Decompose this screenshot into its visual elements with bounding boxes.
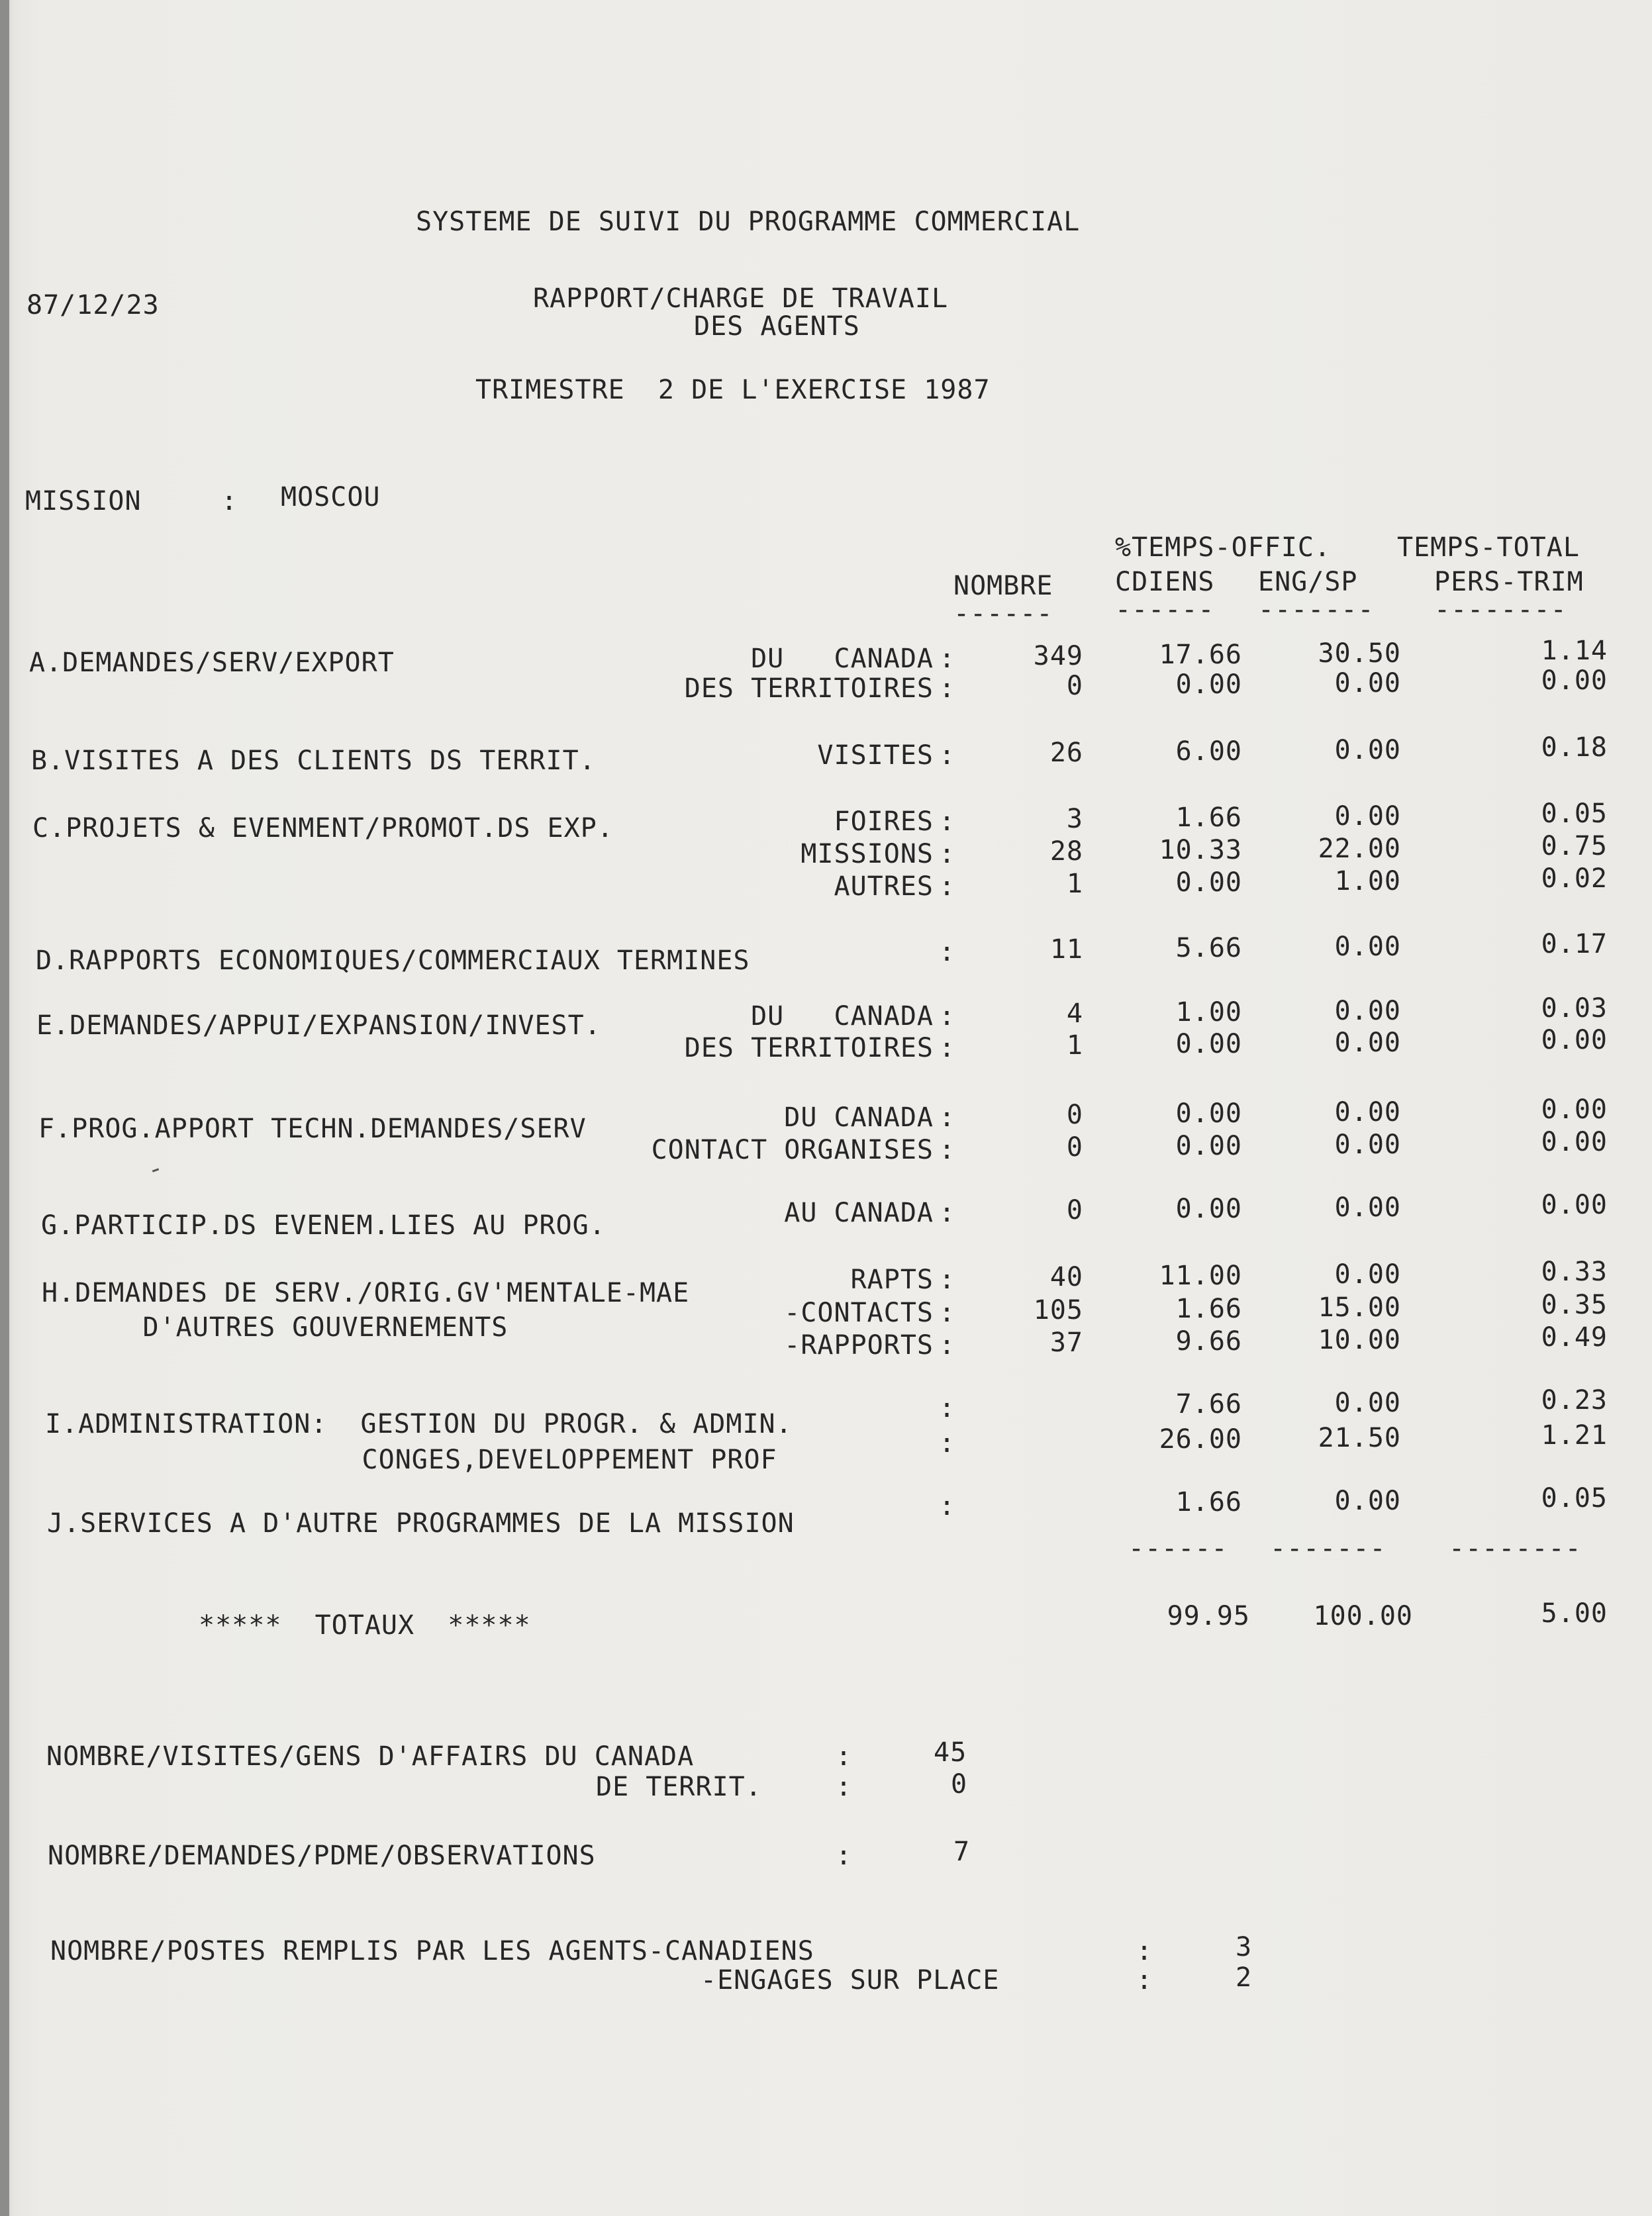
row-sub-label: CONTACT ORGANISES <box>651 1135 934 1165</box>
row-sub-label: FOIRES <box>834 806 934 837</box>
row-colon: : <box>939 740 956 771</box>
mission-label: MISSION <box>25 486 142 516</box>
row-pers-trim: 0.18 <box>1541 732 1608 763</box>
totals-rule-engsp: ------- <box>1270 1533 1386 1564</box>
row-pers-trim: 0.17 <box>1541 929 1608 959</box>
visites-canada-value: 45 <box>934 1737 967 1768</box>
totals-rule-pers-trim: -------- <box>1449 1533 1582 1564</box>
row-cdiens: 11.00 <box>1159 1261 1242 1291</box>
demandes-pdme-label: NOMBRE/DEMANDES/PDME/OBSERVATIONS <box>48 1841 596 1871</box>
row-cdiens: 0.00 <box>1175 669 1242 700</box>
row-cdiens: 5.66 <box>1175 933 1242 963</box>
row-sub-label: -CONTACTS <box>784 1298 934 1328</box>
visites-territ-value: 0 <box>951 1769 968 1800</box>
column-header-pers-trim: PERS-TRIM <box>1434 567 1584 597</box>
row-colon: : <box>939 1135 956 1165</box>
row-pers-trim: 0.23 <box>1541 1385 1608 1416</box>
demandes-pdme-colon: : <box>836 1841 853 1871</box>
row-nombre: 105 <box>1033 1295 1083 1325</box>
row-nombre: 1 <box>1066 1030 1083 1061</box>
row-colon: : <box>939 1330 956 1361</box>
row-section-label: E.DEMANDES/APPUI/EXPANSION/INVEST. <box>36 1010 601 1041</box>
row-pers-trim: 0.05 <box>1541 1483 1608 1514</box>
row-nombre: 28 <box>1049 836 1083 867</box>
postes-place-value: 2 <box>1236 1962 1253 1993</box>
row-engsp: 0.00 <box>1334 1486 1401 1516</box>
row-engsp: 22.00 <box>1318 834 1401 864</box>
row-nombre: 0 <box>1066 1132 1083 1163</box>
report-title: RAPPORT/CHARGE DE TRAVAIL <box>533 283 949 314</box>
row-engsp: 1.00 <box>1334 866 1401 896</box>
row-engsp: 0.00 <box>1334 1388 1401 1418</box>
row-sub-label: MISSIONS <box>801 839 934 869</box>
row-cdiens: 17.66 <box>1159 640 1242 670</box>
row-colon: : <box>939 1428 956 1459</box>
row-nombre: 349 <box>1033 641 1083 671</box>
postes-place-label: -ENGAGES SUR PLACE <box>701 1965 1000 1996</box>
row-nombre: 26 <box>1049 738 1083 768</box>
row-cdiens: 1.66 <box>1175 1487 1242 1517</box>
row-pers-trim: 0.75 <box>1541 831 1608 861</box>
row-pers-trim: 0.35 <box>1541 1290 1608 1320</box>
row-pers-trim: 0.49 <box>1541 1322 1608 1353</box>
row-section-label: A.DEMANDES/SERV/EXPORT <box>29 648 395 678</box>
row-engsp: 21.50 <box>1318 1423 1401 1453</box>
report-subtitle: DES AGENTS <box>694 311 860 342</box>
visites-label: NOMBRE/VISITES/GENS D'AFFAIRS DU CANADA <box>46 1741 695 1772</box>
row-nombre: 4 <box>1066 998 1083 1029</box>
system-title: SYSTEME DE SUIVI DU PROGRAMME COMMERCIAL <box>416 207 1081 237</box>
row-pers-trim: 0.00 <box>1541 1094 1608 1125</box>
row-pers-trim: 0.00 <box>1541 1025 1608 1055</box>
visites-territ-label: DE TERRIT. <box>596 1772 762 1802</box>
row-pers-trim: 0.00 <box>1541 1127 1608 1157</box>
row-cdiens: 9.66 <box>1175 1326 1242 1357</box>
row-pers-trim: 0.00 <box>1541 1190 1608 1220</box>
column-group-pct-temps: %TEMPS-OFFIC. <box>1115 532 1332 563</box>
row-nombre: 0 <box>1066 1100 1083 1130</box>
row-engsp: 0.00 <box>1334 996 1401 1026</box>
row-nombre: 37 <box>1049 1327 1083 1358</box>
row-section-label: D.RAPPORTS ECONOMIQUES/COMMERCIAUX TERMINES <box>36 945 750 976</box>
row-section-label: D'AUTRES GOUVERNEMENTS <box>43 1312 509 1343</box>
row-cdiens: 0.00 <box>1175 1029 1242 1059</box>
row-cdiens: 0.00 <box>1175 867 1242 898</box>
row-sub-label: DES TERRITOIRES <box>684 673 934 704</box>
row-sub-label: DES TERRITOIRES <box>684 1033 934 1063</box>
row-engsp: 0.00 <box>1334 932 1401 962</box>
row-cdiens: 7.66 <box>1175 1389 1242 1420</box>
row-section-label: F.PROG.APPORT TECHN.DEMANDES/SERV <box>38 1114 587 1144</box>
totals-rule-cdiens: ------ <box>1128 1533 1228 1564</box>
row-engsp: 0.00 <box>1334 735 1401 765</box>
totals-label: ***** TOTAUX ***** <box>199 1610 531 1641</box>
row-pers-trim: 0.02 <box>1541 863 1608 894</box>
row-cdiens: 0.00 <box>1175 1098 1242 1129</box>
column-rule-nombre: ------ <box>953 599 1053 629</box>
row-section-label: CONGES,DEVELOPPEMENT PROF <box>46 1445 777 1475</box>
row-engsp: 0.00 <box>1334 1130 1401 1160</box>
row-colon: : <box>939 1491 956 1521</box>
visites-colon: : <box>836 1741 853 1772</box>
row-sub-label: DU CANADA <box>751 644 934 674</box>
row-section-label: G.PARTICIP.DS EVENEM.LIES AU PROG. <box>41 1210 606 1241</box>
row-sub-label: DU CANADA <box>751 1001 934 1032</box>
row-engsp: 15.00 <box>1318 1292 1401 1323</box>
totals-pers-trim: 5.00 <box>1541 1598 1608 1629</box>
row-colon: : <box>939 1298 956 1328</box>
row-colon: : <box>939 1198 956 1228</box>
column-rule-cdiens: ------ <box>1115 595 1215 625</box>
row-colon: : <box>939 644 956 674</box>
row-nombre: 11 <box>1049 934 1083 965</box>
row-sub-label: -RAPPORTS <box>784 1330 934 1361</box>
row-pers-trim: 0.00 <box>1541 665 1608 696</box>
row-pers-trim: 0.33 <box>1541 1257 1608 1287</box>
totals-engsp: 100.00 <box>1313 1601 1413 1631</box>
row-nombre: 40 <box>1049 1262 1083 1292</box>
column-header-engsp: ENG/SP <box>1258 567 1358 597</box>
postes-place-colon: : <box>1136 1965 1153 1996</box>
row-colon: : <box>939 1001 956 1032</box>
row-sub-label: VISITES <box>817 740 934 771</box>
row-cdiens: 0.00 <box>1175 1194 1242 1224</box>
row-cdiens: 6.00 <box>1175 736 1242 767</box>
row-colon: : <box>939 1265 956 1295</box>
row-pers-trim: 0.03 <box>1541 993 1608 1024</box>
row-engsp: 0.00 <box>1334 1097 1401 1128</box>
row-colon: : <box>939 806 956 837</box>
column-rule-pers-trim: -------- <box>1434 595 1567 625</box>
row-colon: : <box>939 839 956 869</box>
binding-edge <box>0 0 9 2216</box>
row-cdiens: 1.00 <box>1175 997 1242 1028</box>
row-cdiens: 1.66 <box>1175 802 1242 833</box>
row-engsp: 0.00 <box>1334 801 1401 832</box>
demandes-pdme-value: 7 <box>953 1837 971 1867</box>
postes-canadiens-colon: : <box>1136 1936 1153 1966</box>
row-engsp: 10.00 <box>1318 1325 1401 1355</box>
row-section-label: H.DEMANDES DE SERV./ORIG.GV'MENTALE-MAE <box>42 1278 690 1308</box>
row-section-label: B.VISITES A DES CLIENTS DS TERRIT. <box>31 746 596 776</box>
row-section-label: J.SERVICES A D'AUTRE PROGRAMMES DE LA MISSION <box>47 1508 795 1539</box>
row-pers-trim: 0.05 <box>1541 798 1608 829</box>
row-section-label: I.ADMINISTRATION: GESTION DU PROGR. & ADMIN. <box>45 1409 793 1439</box>
row-cdiens: 0.00 <box>1175 1131 1242 1161</box>
row-nombre: 1 <box>1066 869 1083 899</box>
row-cdiens: 26.00 <box>1159 1424 1242 1455</box>
row-cdiens: 10.33 <box>1159 835 1242 865</box>
column-header-temps-total: TEMPS-TOTAL <box>1397 532 1580 563</box>
row-engsp: 0.00 <box>1334 1259 1401 1290</box>
row-colon: : <box>939 673 956 704</box>
column-header-nombre: NOMBRE <box>953 571 1053 601</box>
row-sub-label: RAPTS <box>850 1265 934 1295</box>
row-nombre: 3 <box>1066 804 1083 834</box>
mission-value: MOSCOU <box>281 482 381 512</box>
report-period: TRIMESTRE 2 DE L'EXERCISE 1987 <box>475 375 991 405</box>
totals-cdiens: 99.95 <box>1167 1601 1250 1631</box>
row-engsp: 0.00 <box>1334 668 1401 699</box>
row-nombre: 0 <box>1066 1195 1083 1226</box>
row-engsp: 30.50 <box>1318 638 1401 669</box>
mission-separator: : <box>221 486 238 516</box>
row-pers-trim: 1.14 <box>1541 636 1608 666</box>
row-pers-trim: 1.21 <box>1541 1420 1608 1451</box>
row-cdiens: 1.66 <box>1175 1294 1242 1324</box>
column-header-cdiens: CDIENS <box>1115 567 1215 597</box>
ink-speck <box>152 1168 159 1172</box>
row-colon: : <box>939 1393 956 1423</box>
row-colon: : <box>939 1102 956 1133</box>
column-rule-engsp: ------- <box>1258 595 1375 625</box>
row-sub-label: AU CANADA <box>784 1198 934 1228</box>
row-colon: : <box>939 1033 956 1063</box>
postes-label: NOMBRE/POSTES REMPLIS PAR LES AGENTS-CANADIENS <box>50 1936 814 1966</box>
row-engsp: 0.00 <box>1334 1028 1401 1058</box>
postes-canadiens-value: 3 <box>1236 1932 1253 1962</box>
visites-territ-colon: : <box>836 1772 853 1802</box>
row-colon: : <box>939 937 956 967</box>
row-engsp: 0.00 <box>1334 1192 1401 1223</box>
row-sub-label: DU CANADA <box>784 1102 934 1133</box>
row-colon: : <box>939 871 956 902</box>
report-date: 87/12/23 <box>26 290 160 320</box>
row-section-label: C.PROJETS & EVENMENT/PROMOT.DS EXP. <box>32 813 614 843</box>
row-sub-label: AUTRES <box>834 871 934 902</box>
row-nombre: 0 <box>1066 671 1083 701</box>
